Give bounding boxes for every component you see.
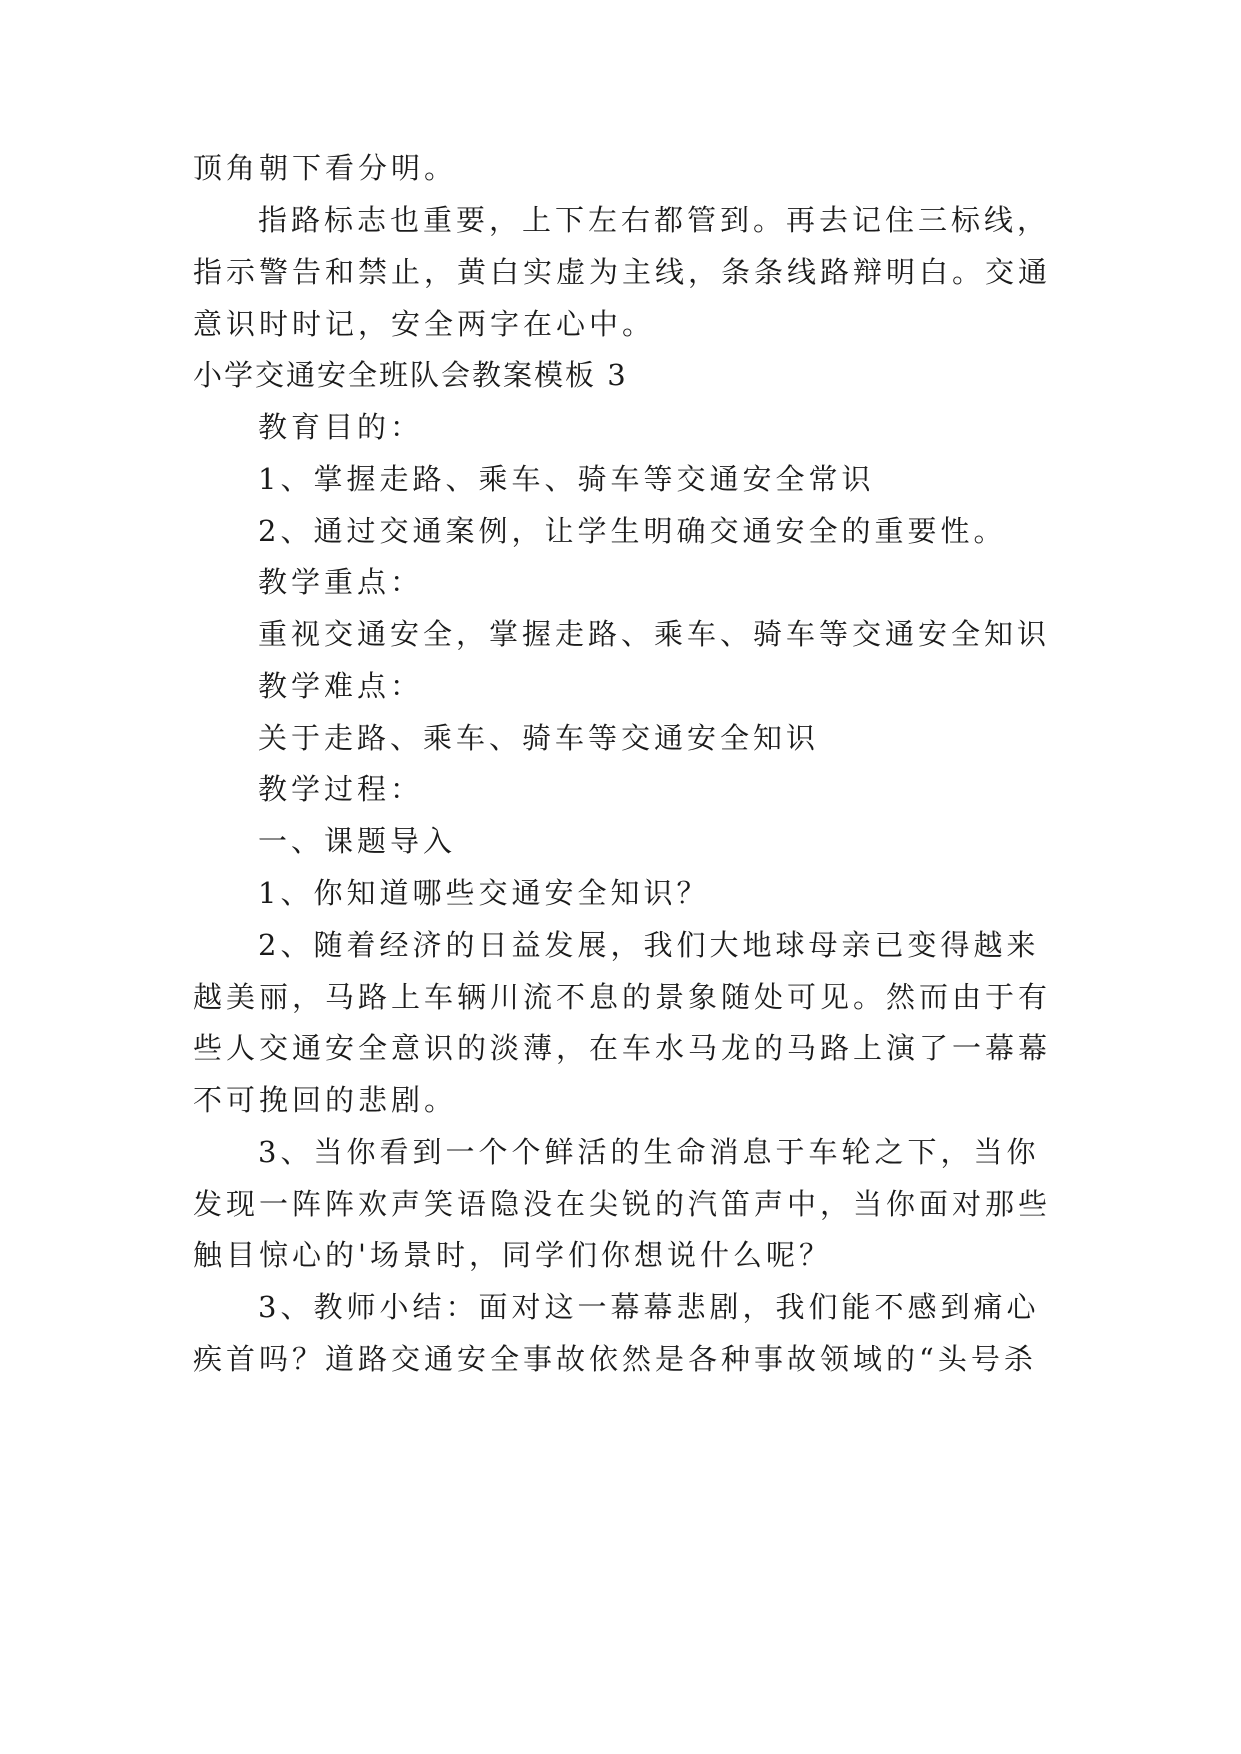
paragraph-line: 顶角朝下看分明。: [193, 151, 458, 185]
paragraph-line: 疾首吗？道路交通安全事故依然是各种事故领域的“头号杀: [193, 1342, 1037, 1376]
paragraph-line: 3、教师小结：面对这一幕幕悲剧，我们能不感到痛心: [258, 1290, 1040, 1324]
paragraph-line: 教学过程：: [258, 772, 424, 806]
paragraph-line: 关于走路、乘车、骑车等交通安全知识: [258, 721, 820, 755]
paragraph-line: 些人交通安全意识的淡薄，在车水马龙的马路上演了一幕幕: [193, 1031, 1052, 1065]
paragraph-line: 教学重点：: [258, 565, 424, 599]
paragraph-line: 2、通过交通案例，让学生明确交通安全的重要性。: [258, 514, 1007, 548]
paragraph-line: 指示警告和禁止，黄白实虚为主线，条条线路辩明白。交通: [193, 255, 1052, 289]
paragraph-line: 重视交通安全，掌握走路、乘车、骑车等交通安全知识: [258, 617, 1051, 651]
paragraph-line: 教学难点：: [258, 669, 424, 703]
paragraph-line: 不可挽回的悲剧。: [193, 1083, 458, 1117]
paragraph-line: 意识时时记，安全两字在心中。: [193, 307, 656, 341]
paragraph-line: 触目惊心的'场景时，同学们你想说什么呢？: [193, 1238, 832, 1272]
paragraph-line: 发现一阵阵欢声笑语隐没在尖锐的汽笛声中，当你面对那些: [193, 1187, 1052, 1221]
paragraph-line: 一、课题导入: [258, 824, 457, 858]
section-heading: 小学交通安全班队会教案模板 3: [193, 358, 628, 392]
paragraph-line: 指路标志也重要，上下左右都管到。再去记住三标线，: [258, 203, 1051, 237]
paragraph-line: 3、当你看到一个个鲜活的生命消息于车轮之下，当你: [258, 1135, 1040, 1169]
paragraph-line: 1、你知道哪些交通安全知识？: [258, 876, 710, 910]
paragraph-line: 教育目的：: [258, 410, 424, 444]
paragraph-line: 2、随着经济的日益发展，我们大地球母亲已变得越来: [258, 928, 1040, 962]
paragraph-line: 1、掌握走路、乘车、骑车等交通安全常识: [258, 462, 875, 496]
paragraph-line: 越美丽，马路上车辆川流不息的景象随处可见。然而由于有: [193, 980, 1052, 1014]
